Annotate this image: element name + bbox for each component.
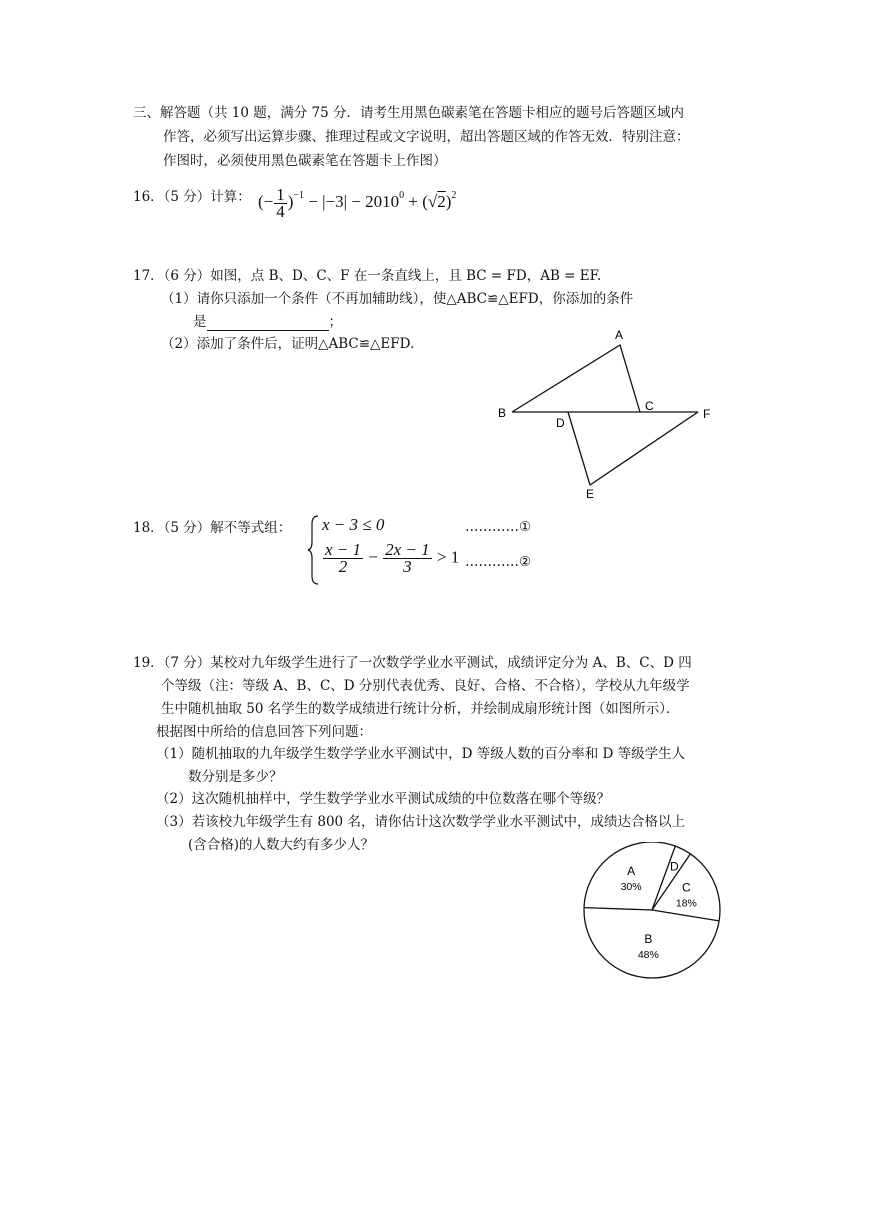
pie-value-c: 18% [675, 897, 697, 910]
q17-part2: （2）添加了条件后，证明△ABC≌△EFD. [161, 336, 415, 352]
pie-label-b: B [644, 932, 653, 947]
label-b: B [498, 406, 507, 420]
q17-part1-answer-line: 是 ； [193, 314, 342, 330]
label-e: E [586, 487, 595, 501]
label-f: F [703, 407, 711, 421]
q18-mark-2: …………② [465, 554, 532, 570]
q17-stem: 17．（6 分）如图，点 B、D、C、F 在一条直线上，且 BC = FD，AB = EF. [133, 268, 602, 284]
q19-line1: 19．（7 分）某校对九年级学生进行了一次数学学业水平测试，成绩评定分为 A、B、C、D 四 [133, 655, 692, 671]
q16-expression: (− $\frac{1}{4}$ )$^{-1} - |-3| - 2010^0 + (√2)^2$ [258, 184, 457, 221]
pie-label-d: D [670, 859, 679, 874]
q18-inequality-2: $\frac{x - 1}{2}$ − $\frac{2x - 1}{3}$ > 1 [325, 540, 460, 576]
answer-blank[interactable] [207, 317, 329, 331]
label-c: C [645, 399, 654, 413]
q17-part1: （1）请你只添加一个条件（不再加辅助线），使△ABC≌△EFD，你添加的条件 [161, 291, 634, 307]
section-heading-line2: 作答，必须写出运算步骤、推理过程或文字说明，超出答题区域的作答无效．特别注意： [163, 129, 690, 145]
q19-part1: （1）随机抽取的九年级学生数学学业水平测试中，D 等级人数的百分率和 D 等级学生人 [156, 746, 686, 762]
pie-label-a: A [627, 863, 636, 878]
q19-line3: 生中随机抽取 50 名学生的数学成绩进行统计分析，并绘制成扇形统计图（如图所示）． [161, 701, 680, 717]
q19-part3: （3）若该校九年级学生有 800 名，请你估计这次数学学业水平测试中，成绩达合格以上 [156, 814, 685, 830]
pie-chart [578, 842, 728, 982]
q19-part3-cont: (含合格)的人数大约有多少人？ [188, 837, 375, 853]
triangle-abc [512, 345, 640, 412]
label-d: D [556, 416, 565, 430]
label-a: A [615, 328, 624, 342]
pie-label-c: C [682, 880, 691, 895]
q16-fraction: $\frac{1}{4}$ [276, 184, 285, 221]
q18-inequality-1: x − 3 ≤ 0 [322, 515, 385, 534]
q16-prefix: 16．（5 分）计算： [133, 189, 251, 205]
q19-part1-cont: 数分别是多少？ [188, 769, 283, 785]
q18-mark-1: …………① [465, 519, 532, 535]
pie-value-b: 48% [637, 949, 659, 962]
q18-prefix: 18．（5 分）解不等式组： [133, 520, 292, 536]
q19-part2: （2）这次随机抽样中，学生数学学业水平测试成绩的中位数落在哪个等级？ [156, 791, 611, 807]
section-heading-line1: 三、解答题（共 10 题，满分 75 分．请考生用黑色碳素笔在答题卡相应的题号后答题区域内 [133, 105, 685, 121]
section-heading-line3: 作图时，必须使用黑色碳素笔在答题卡上作图） [163, 153, 447, 169]
q19-line2: 个等级（注：等级 A、B、C、D 分别代表优秀、良好、合格、不合格），学校从九年级学 [161, 678, 690, 694]
triangle-figure [490, 320, 720, 505]
pie-value-a: 30% [620, 880, 642, 893]
system-brace [306, 514, 320, 586]
triangle-efd [568, 412, 698, 485]
q19-line4: 根据图中所给的信息回答下列问题： [156, 724, 372, 740]
